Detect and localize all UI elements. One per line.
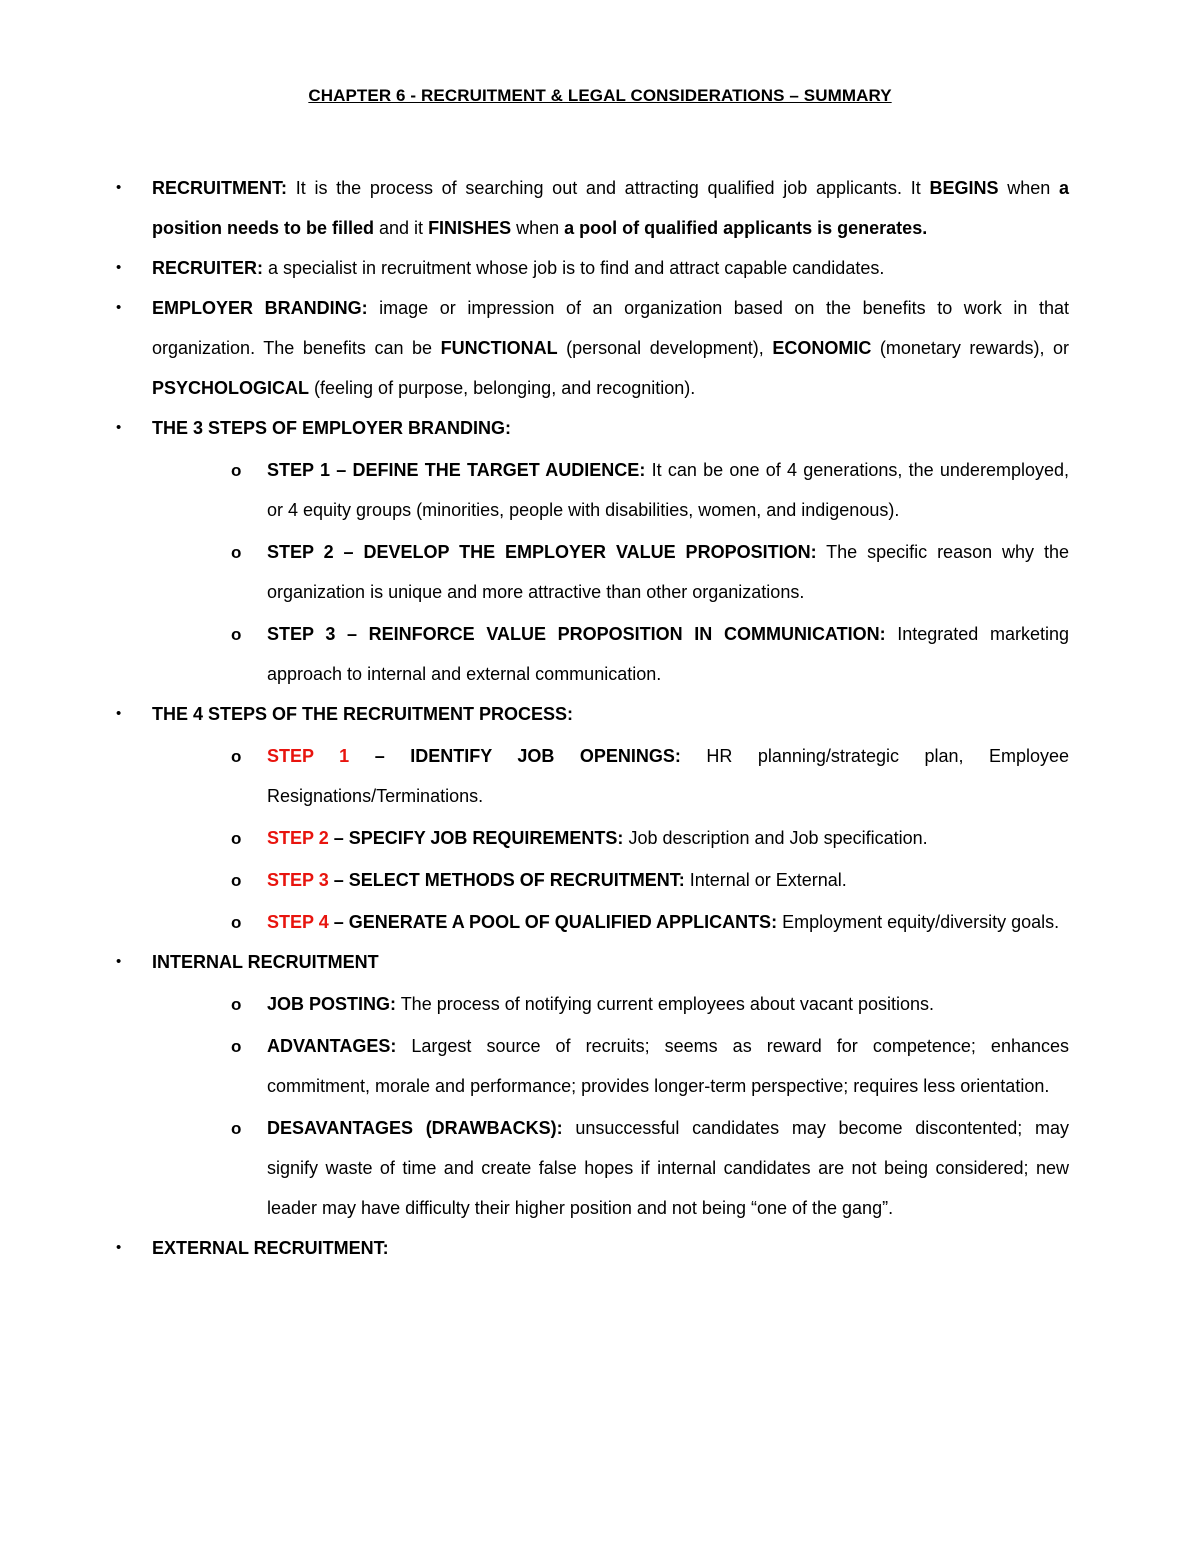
emphasis-text: FUNCTIONAL xyxy=(440,338,558,358)
bullet-icon: • xyxy=(116,179,122,196)
bullet-icon: • xyxy=(116,299,122,316)
sub-bullet-icon: o xyxy=(231,747,242,766)
step-label: STEP 3 – REINFORCE VALUE PROPOSITION IN COMMUNICATION: xyxy=(267,624,886,644)
sub-bullet-icon: o xyxy=(231,1119,242,1138)
sub-list-item xyxy=(231,736,1070,816)
emphasis-text: BEGINS xyxy=(929,178,999,198)
definition-text: (feeling of purpose, belonging, and recognition). xyxy=(309,378,696,398)
emphasis-text: FINISHES xyxy=(428,218,512,238)
sub-bullet-icon: o xyxy=(231,1037,242,1056)
definition-text: and it xyxy=(374,218,429,238)
definition-text: (personal development), xyxy=(557,338,773,358)
term-label: RECRUITMENT: xyxy=(152,178,287,198)
sub-list-item xyxy=(231,614,1069,694)
step-text: It can be one of 4 generations, the underemployed, or 4 equity groups (minorities, people with disabilities, women, and indigenous). xyxy=(267,460,1069,520)
point-label: JOB POSTING: xyxy=(267,994,397,1014)
section-heading: THE 4 STEPS OF THE RECRUITMENT PROCESS: xyxy=(152,704,574,724)
emphasis-text: a pool of qualified applicants is generates. xyxy=(564,218,928,238)
sub-list-item xyxy=(231,902,1069,942)
sub-list-item xyxy=(231,1108,1069,1228)
sub-list-item xyxy=(231,984,1069,1024)
point-label: ADVANTAGES: xyxy=(267,1036,397,1056)
list-item-employer-branding xyxy=(116,288,1069,408)
step-label: STEP 1 – DEFINE THE TARGET AUDIENCE: xyxy=(267,460,646,480)
point-text: Largest source of recruits; seems as reward for competence; enhances commitment, morale and performance; provides longer-term perspective; requires less orientation. xyxy=(267,1036,1069,1096)
sub-bullet-icon: o xyxy=(231,871,242,890)
list-item-recruitment xyxy=(116,168,1069,248)
employer-branding-steps-list xyxy=(231,450,1069,694)
point-text: unsuccessful candidates may become discontented; may signify waste of time and create false hopes if internal candidates are not being considered; new leader may have difficulty their higher position and not being “one of the gang”. xyxy=(267,1118,1069,1218)
term-label: RECRUITER: xyxy=(152,258,263,278)
step-text: HR planning/strategic plan, Employee Resignations/Terminations. xyxy=(267,746,1070,806)
recruitment-process-steps-list xyxy=(231,736,1070,942)
list-item-internal-recruitment xyxy=(116,942,1069,982)
step-text: Integrated marketing approach to internal and external communication. xyxy=(267,624,1069,684)
point-text: The process of notifying current employees about vacant positions. xyxy=(396,994,934,1014)
summary-list xyxy=(116,168,1070,1268)
emphasis-text: PSYCHOLOGICAL xyxy=(152,378,310,398)
bullet-icon: • xyxy=(116,953,122,970)
list-item-employer-branding-steps xyxy=(116,408,1069,448)
bullet-icon: • xyxy=(116,1239,122,1256)
step-text: Employment equity/diversity goals. xyxy=(777,912,1060,932)
definition-text: when xyxy=(511,218,565,238)
sub-list-item xyxy=(231,450,1069,530)
sub-list-item xyxy=(231,532,1069,612)
step-text: The specific reason why the organization is unique and more attractive than other organizations. xyxy=(267,542,1069,602)
step-label: – GENERATE A POOL OF QUALIFIED APPLICANTS: xyxy=(328,912,778,932)
list-item-external-recruitment xyxy=(116,1228,1069,1268)
bullet-icon: • xyxy=(116,705,122,722)
step-number: STEP 3 xyxy=(267,870,329,890)
list-item-recruiter xyxy=(116,248,1069,288)
sub-list-item xyxy=(231,818,1069,858)
step-number: STEP 1 xyxy=(267,746,350,766)
sub-bullet-icon: o xyxy=(231,543,242,562)
step-number: STEP 2 xyxy=(267,828,329,848)
list-item-recruitment-process-steps xyxy=(116,694,1069,734)
emphasis-text: ECONOMIC xyxy=(772,338,872,358)
bullet-icon: • xyxy=(116,259,122,276)
definition-text: when xyxy=(998,178,1059,198)
bullet-icon: • xyxy=(116,419,122,436)
step-label: STEP 2 – DEVELOP THE EMPLOYER VALUE PROPOSITION: xyxy=(267,542,817,562)
definition-text: image or impression of an organization based on the benefits to work in that organization. The benefits can be xyxy=(152,298,1069,358)
step-label: – SELECT METHODS OF RECRUITMENT: xyxy=(328,870,685,890)
definition-text: (monetary rewards), or xyxy=(871,338,1069,358)
sub-bullet-icon: o xyxy=(231,995,242,1014)
page-title: CHAPTER 6 - RECRUITMENT & LEGAL CONSIDERATIONS – SUMMARY xyxy=(308,86,892,105)
step-label: – SPECIFY JOB REQUIREMENTS: xyxy=(328,828,624,848)
sub-bullet-icon: o xyxy=(231,461,242,480)
step-label: – IDENTIFY JOB OPENINGS: xyxy=(349,746,681,766)
point-label: DESAVANTAGES (DRAWBACKS): xyxy=(267,1118,563,1138)
sub-bullet-icon: o xyxy=(231,913,242,932)
step-number: STEP 4 xyxy=(267,912,329,932)
definition-text: a specialist in recruitment whose job is to find and attract capable candidates. xyxy=(263,258,885,278)
step-text: Job description and Job specification. xyxy=(623,828,928,848)
section-heading: INTERNAL RECRUITMENT xyxy=(152,952,379,972)
section-heading: THE 3 STEPS OF EMPLOYER BRANDING: xyxy=(152,418,512,438)
sub-list-item xyxy=(231,1026,1069,1106)
emphasis-text: a position needs to be filled xyxy=(152,178,1069,238)
step-text: Internal or External. xyxy=(684,870,847,890)
sub-bullet-icon: o xyxy=(231,829,242,848)
term-label: EMPLOYER BRANDING: xyxy=(152,298,368,318)
sub-list-item xyxy=(231,860,1069,900)
definition-text: It is the process of searching out and attracting qualified job applicants. It xyxy=(287,178,930,198)
sub-bullet-icon: o xyxy=(231,625,242,644)
section-heading: EXTERNAL RECRUITMENT: xyxy=(152,1238,389,1258)
internal-recruitment-list xyxy=(231,984,1069,1228)
